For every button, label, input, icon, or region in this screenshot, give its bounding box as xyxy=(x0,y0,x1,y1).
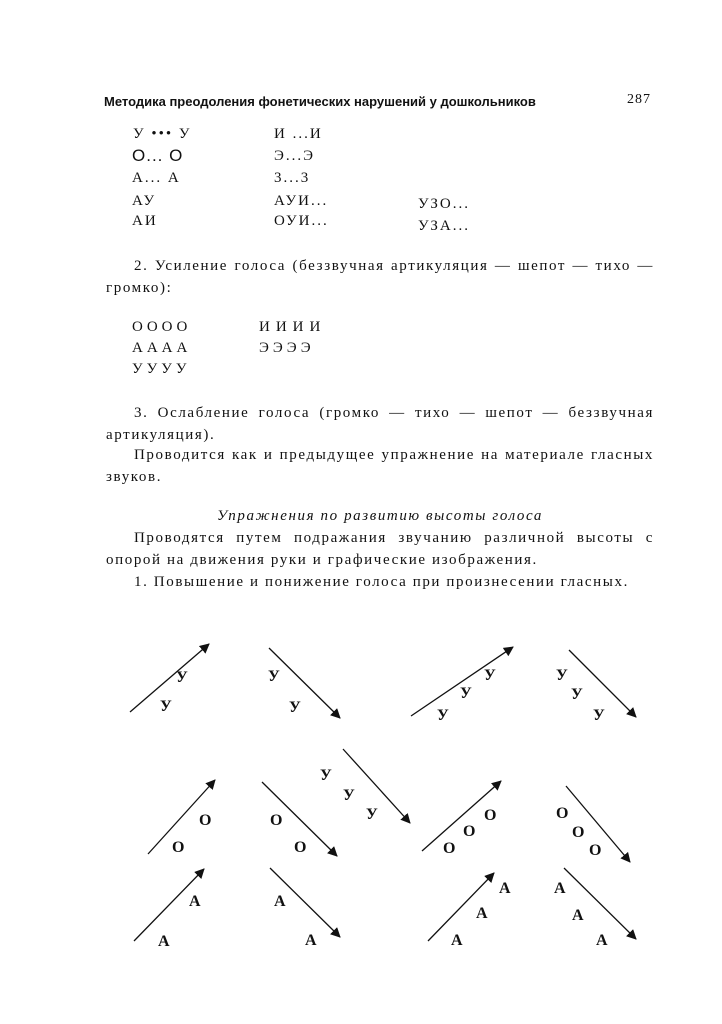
syllable-cell: УЗА... xyxy=(418,218,471,234)
vowel-letter: А xyxy=(499,880,511,897)
vowel-letter: О xyxy=(589,842,602,859)
section-heading: Упражнения по развитию высоты голоса xyxy=(217,508,543,524)
syllable-cell: АИ xyxy=(132,213,158,229)
vowel-letter: У xyxy=(484,667,496,684)
vowel-letter: У xyxy=(176,669,188,686)
vowel-letter: О xyxy=(463,823,476,840)
syllable-cell: О... О xyxy=(132,146,184,165)
vowel-series: ОООО xyxy=(132,319,192,335)
section-item-1: 1. Повышение и понижение голоса при произнесении гласных. xyxy=(134,574,629,590)
vowel-series: ЭЭЭЭ xyxy=(259,340,315,356)
vowel-letter: У xyxy=(556,667,568,684)
syllable-cell: А... А xyxy=(132,170,181,186)
vowel-letter: А xyxy=(158,933,170,950)
vowel-letter: А xyxy=(554,880,566,897)
vowel-letter: А xyxy=(189,893,201,910)
syllable-cell: ОУИ... xyxy=(274,213,329,229)
vowel-letter: А xyxy=(451,932,463,949)
vowel-letter: У xyxy=(366,806,378,823)
rising-arrow xyxy=(411,647,513,716)
running-header-title: Методика преодоления фонетических нарушений у дошкольников xyxy=(104,94,536,109)
vowel-letter: У xyxy=(320,767,332,784)
vowel-letter: У xyxy=(571,686,583,703)
vowel-letter: О xyxy=(484,807,497,824)
vowel-letter: О xyxy=(270,812,283,829)
section-intro: Проводятся путем подражания звучанию различной высоты с опорой на движения руки и графические изображения. xyxy=(106,530,654,568)
vowel-letter: А xyxy=(476,905,488,922)
page-number: 287 xyxy=(627,92,651,107)
vowel-series: УУУУ xyxy=(132,361,191,377)
vowel-letter: А xyxy=(596,932,608,949)
syllable-cell: 3...3 xyxy=(274,170,311,186)
vowel-letter: О xyxy=(294,839,307,856)
vowel-letter: У xyxy=(593,707,605,724)
syllable-cell: И ...И xyxy=(274,126,323,142)
vowel-letter: О xyxy=(199,812,212,829)
vowel-letter: У xyxy=(460,685,472,702)
vowel-letter: У xyxy=(268,668,280,685)
exercise-3-note: Проводится как и предыдущее упражнение на материале гласных звуков. xyxy=(106,447,654,485)
syllable-cell: УЗО... xyxy=(418,196,471,212)
vowel-letter: А xyxy=(274,893,286,910)
vowel-letter: О xyxy=(556,805,569,822)
syllable-cell: У ••• У xyxy=(133,126,192,142)
vowel-series: АААА xyxy=(132,340,192,356)
vowel-letter: О xyxy=(172,839,185,856)
syllable-cell: АУ xyxy=(132,193,157,209)
vowel-letter: У xyxy=(160,698,172,715)
vowel-letter: О xyxy=(572,824,585,841)
syllable-cell: Э...Э xyxy=(274,148,316,164)
exercise-3-text: 3. Ослабление голоса (громко — тихо — шепот — беззвучная артикуляция). xyxy=(106,405,654,443)
exercise-2-text: 2. Усиление голоса (беззвучная артикуляция — шепот — тихо — громко): xyxy=(106,258,654,296)
vowel-series: ИИИИ xyxy=(259,319,327,335)
vowel-letter: А xyxy=(305,932,317,949)
vowel-letter: У xyxy=(437,707,449,724)
vowel-letter: У xyxy=(343,787,355,804)
syllable-cell: АУИ... xyxy=(274,193,329,209)
vowel-letter: А xyxy=(572,907,584,924)
falling-arrow xyxy=(564,868,636,939)
vowel-letter: О xyxy=(443,840,456,857)
vowel-letter: У xyxy=(289,699,301,716)
